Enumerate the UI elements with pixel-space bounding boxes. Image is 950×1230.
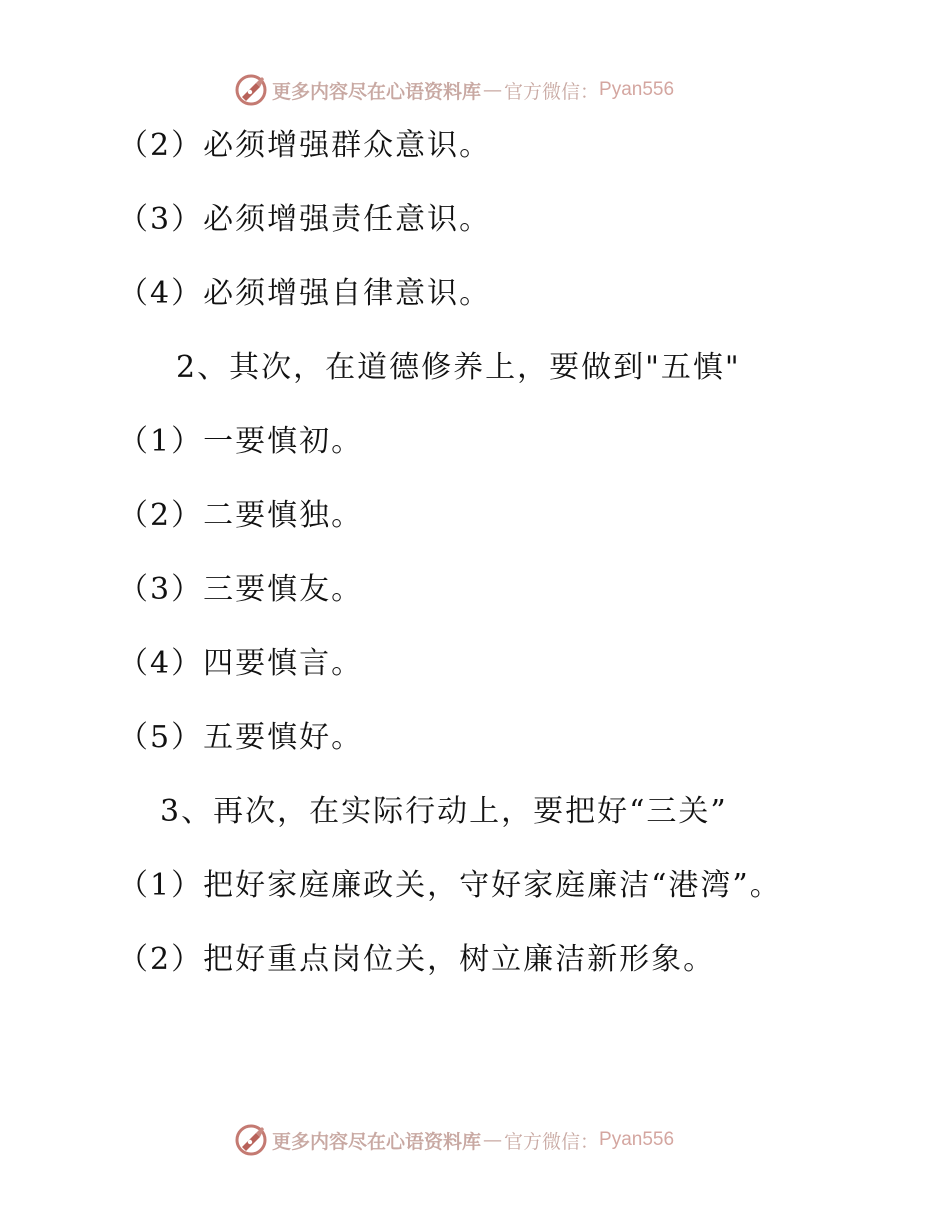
body-line: （4）必须增强自律意识。 bbox=[118, 276, 492, 311]
watermark-main-text: 更多内容尽在心语资料库 bbox=[272, 80, 482, 103]
watermark-dash: — bbox=[483, 79, 503, 101]
body-line: （4）四要慎言。 bbox=[118, 646, 364, 681]
watermark-account: Pyan556 bbox=[599, 1129, 675, 1150]
body-line: （1）把好家庭廉政关，守好家庭廉洁“港湾”。 bbox=[118, 868, 782, 903]
watermark-dash: — bbox=[483, 1129, 503, 1151]
pen-nib-logo-icon bbox=[234, 1123, 268, 1157]
watermark-sub-text: 官方微信： bbox=[504, 1130, 600, 1153]
watermark-main-text: 更多内容尽在心语资料库 bbox=[272, 1130, 482, 1153]
body-line: （2）二要慎独。 bbox=[118, 498, 364, 533]
pen-nib-logo-icon bbox=[234, 73, 268, 107]
section-heading: 3、再次，在实际行动上，要把好“三关” bbox=[160, 794, 728, 829]
body-line: （2）必须增强群众意识。 bbox=[118, 128, 492, 163]
footer-watermark bbox=[234, 1122, 674, 1158]
section-heading: 2、其次，在道德修养上，要做到"五慎" bbox=[176, 350, 741, 385]
body-line: （2）把好重点岗位关，树立廉洁新形象。 bbox=[118, 942, 716, 977]
body-line: （3）三要慎友。 bbox=[118, 572, 364, 607]
watermark-sub-text: 官方微信： bbox=[504, 80, 600, 103]
body-line: （1）一要慎初。 bbox=[118, 424, 364, 459]
body-line: （3）必须增强责任意识。 bbox=[118, 202, 492, 237]
body-line: （5）五要慎好。 bbox=[118, 720, 364, 755]
header-watermark bbox=[234, 72, 674, 108]
watermark-account: Pyan556 bbox=[599, 79, 675, 100]
